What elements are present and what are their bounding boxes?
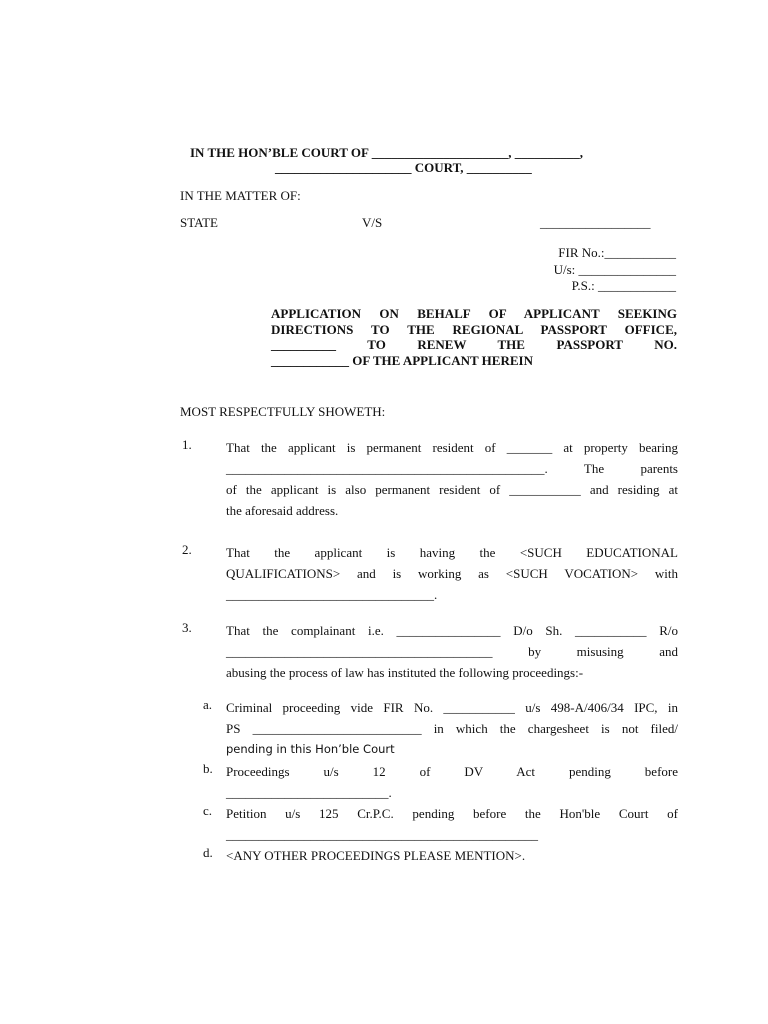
fir-number: FIR No.:___________ bbox=[558, 245, 676, 260]
paragraph-number: 1. bbox=[182, 437, 192, 452]
paragraph-number: 3. bbox=[182, 620, 192, 635]
application-title-line: __________ TO RENEW THE PASSPORT NO. bbox=[271, 337, 677, 352]
sub-item-letter: a. bbox=[203, 697, 213, 712]
sub-item-line: Proceedings u/s 12 of DV Act pending before bbox=[226, 764, 678, 779]
application-title bbox=[271, 306, 677, 368]
sub-item-letter: d. bbox=[203, 845, 213, 860]
sub-item-line: <ANY OTHER PROCEEDINGS PLEASE MENTION>. bbox=[226, 848, 526, 863]
under-section: U/s: _______________ bbox=[553, 262, 676, 277]
versus-label: V/S bbox=[362, 215, 383, 230]
paragraph-line: _________________________________________ by misusing and bbox=[226, 644, 678, 659]
sub-item-letter: c. bbox=[203, 803, 213, 818]
paragraph-1 bbox=[226, 437, 678, 521]
in-the-matter-of: IN THE MATTER OF: bbox=[180, 188, 301, 203]
paragraph-line: of the applicant is also permanent resident of ___________ and residing at bbox=[226, 482, 678, 497]
sub-item-d bbox=[226, 845, 678, 866]
paragraph-2 bbox=[226, 542, 678, 605]
sub-item-line: _________________________. bbox=[226, 785, 392, 800]
respondent-blank: _________________ bbox=[540, 215, 651, 230]
application-title-line: DIRECTIONS TO THE REGIONAL PASSPORT OFFICE, bbox=[271, 321, 677, 337]
court-header-line-2: _____________________ COURT, __________ bbox=[275, 160, 532, 175]
paragraph-line: That the applicant is having the <SUCH EDUCATIONAL bbox=[226, 545, 678, 560]
sub-item-line: PS __________________________ in which the chargesheet is not filed/ bbox=[226, 721, 678, 736]
application-title-line: APPLICATION ON BEHALF OF APPLICANT SEEKING bbox=[271, 306, 677, 321]
most-respectfully-showeth: MOST RESPECTFULLY SHOWETH: bbox=[180, 404, 386, 419]
sub-item-line: Petition u/s 125 Cr.P.C. pending before the Hon'ble Court of bbox=[226, 806, 678, 821]
paragraph-line: the aforesaid address. bbox=[226, 503, 339, 518]
paragraph-number: 2. bbox=[182, 542, 192, 557]
police-station: P.S.: ____________ bbox=[571, 278, 676, 293]
sub-item-line: ________________________________________________ bbox=[226, 827, 538, 842]
sub-item-letter: b. bbox=[203, 761, 213, 776]
application-title-line: ____________ OF THE APPLICANT HEREIN bbox=[271, 352, 533, 368]
sub-item-line: pending in this Hon’ble Court bbox=[226, 742, 395, 756]
sub-item-a bbox=[226, 697, 678, 760]
sub-item-b bbox=[226, 761, 678, 803]
paragraph-3 bbox=[226, 620, 678, 683]
court-header-line-1: IN THE HON’BLE COURT OF _____________________, __________, bbox=[190, 145, 583, 160]
sub-item-line: Criminal proceeding vide FIR No. ___________ u/s 498-A/406/34 IPC, in bbox=[226, 700, 678, 715]
party-state: STATE bbox=[180, 215, 218, 230]
paragraph-line: QUALIFICATIONS> and is working as <SUCH VOCATION> with bbox=[226, 566, 678, 581]
paragraph-line: That the applicant is permanent resident of _______ at property bearing bbox=[226, 440, 678, 455]
paragraph-line: That the complainant i.e. ________________ D/o Sh. ___________ R/o bbox=[226, 623, 678, 638]
sub-item-c bbox=[226, 803, 678, 845]
paragraph-line: ________________________________. bbox=[226, 587, 438, 602]
paragraph-line: abusing the process of law has instituted the following proceedings:- bbox=[226, 665, 584, 680]
paragraph-line: _________________________________________________. The parents bbox=[226, 461, 678, 476]
